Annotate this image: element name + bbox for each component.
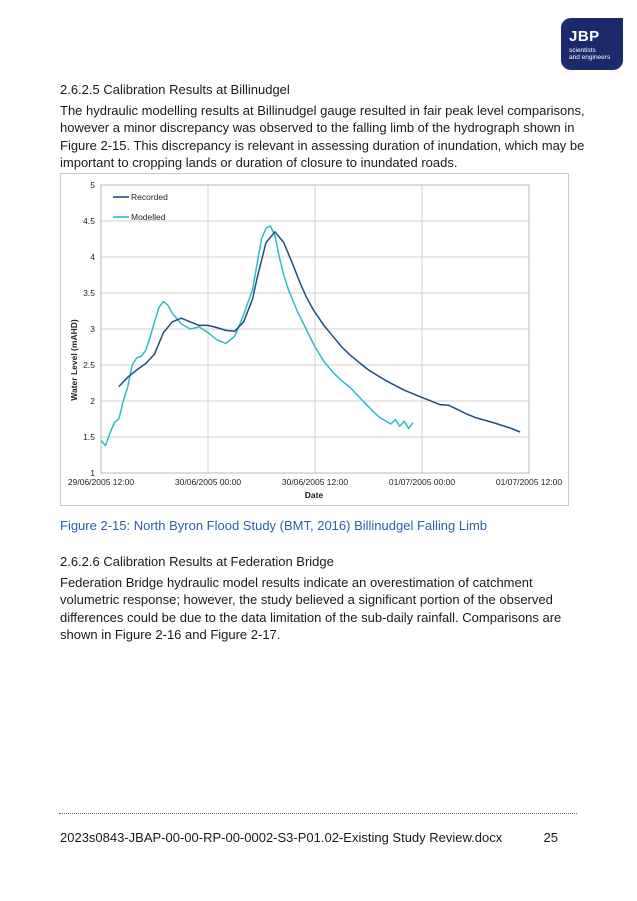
chart-legend xyxy=(113,192,168,222)
y-tick-label: 5 xyxy=(90,180,95,190)
y-tick-label: 3.5 xyxy=(83,288,95,298)
chart-grid xyxy=(101,185,529,473)
x-tick-label: 01/07/2005 00:00 xyxy=(388,477,456,487)
x-tick-labels xyxy=(68,477,562,487)
hydrograph-chart xyxy=(60,173,569,506)
company-logo xyxy=(561,18,623,70)
y-axis-label: Water Level (mAHD) xyxy=(69,319,79,401)
footer-page-number: 25 xyxy=(543,830,558,845)
y-tick-label: 4 xyxy=(90,252,95,262)
x-axis-label: Date xyxy=(304,490,324,500)
series-line-modelled xyxy=(101,226,413,446)
section-paragraph-billinudgel: The hydraulic modelling results at Billinudgel gauge resulted in fair peak level comparisons, however a minor discrepancy was observed to the falling limb of the hydrograph shown in Figure 2-15. This discrepancy is relevant in assessing duration of inundation, which may be important to cropping lands or duration of closure to inundated roads. xyxy=(60,103,585,170)
page-footer xyxy=(60,830,558,845)
logo-tagline-line1: scientists xyxy=(569,47,596,54)
y-tick-label: 1.5 xyxy=(83,432,95,442)
x-tick-label: 30/06/2005 00:00 xyxy=(174,477,242,487)
y-tick-label: 2 xyxy=(90,396,95,406)
y-tick-label: 3 xyxy=(90,324,95,334)
footer-document-name: 2023s0843-JBAP-00-00-RP-00-0002-S3-P01.02-Existing Study Review.docx xyxy=(60,830,503,845)
x-tick-label: 01/07/2005 12:00 xyxy=(495,477,563,487)
footer-divider xyxy=(59,813,577,814)
logo-tagline xyxy=(569,47,610,61)
legend-label-recorded: Recorded xyxy=(131,192,168,202)
logo-tagline-line2: and engineers xyxy=(569,54,611,61)
x-tick-label: 30/06/2005 12:00 xyxy=(281,477,349,487)
section-heading-federation-bridge: 2.6.2.6 Calibration Results at Federation Bridge xyxy=(60,554,334,569)
hydrograph-chart-svg xyxy=(61,174,568,505)
y-tick-label: 1 xyxy=(90,468,95,478)
figure-caption: Figure 2-15: North Byron Flood Study (BMT, 2016) Billinudgel Falling Limb xyxy=(60,518,488,533)
logo-brand: JBP xyxy=(569,28,600,45)
section-paragraph-federation-bridge: Federation Bridge hydraulic model results indicate an overestimation of catchment volumetric response; however, the study believed a significant portion of the observed differences could be due to the data limitation of the sub-daily rainfall. Comparisons are shown in Figure 2-16 and Figure 2-17. xyxy=(60,575,562,642)
legend-label-modelled: Modelled xyxy=(131,212,166,222)
section-heading-billinudgel: 2.6.2.5 Calibration Results at Billinudgel xyxy=(60,82,290,97)
chart-series xyxy=(101,226,520,446)
y-tick-labels xyxy=(83,180,95,478)
y-tick-label: 2.5 xyxy=(83,360,95,370)
x-tick-label: 29/06/2005 12:00 xyxy=(67,477,135,487)
y-tick-label: 4.5 xyxy=(83,216,95,226)
series-line-recorded xyxy=(119,232,520,432)
